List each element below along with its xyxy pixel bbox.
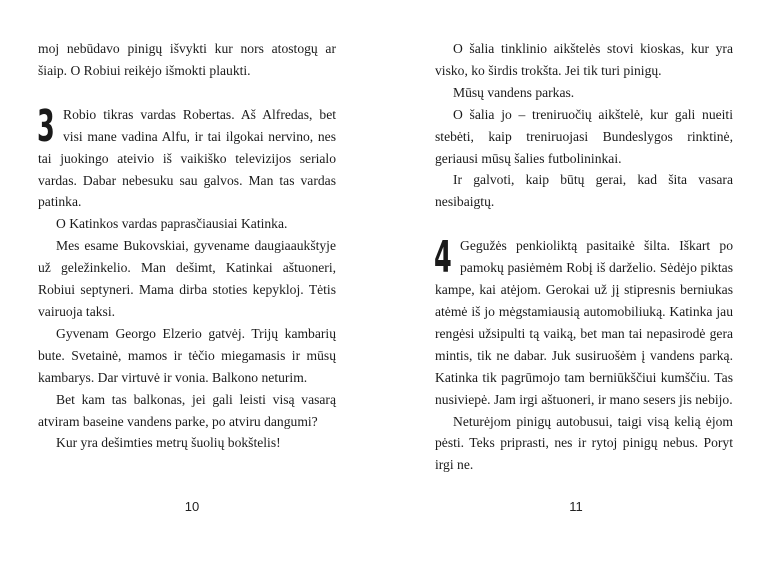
right-page <box>384 0 768 562</box>
section-number-3: 3 <box>37 100 55 152</box>
section-4 <box>434 232 733 476</box>
page-number: 11 <box>569 499 583 514</box>
paragraph: Bet kam tas balkonas, jei gali leisti visą vasarą atviram baseine vandens parke, po atviru dangumi? <box>38 391 336 429</box>
paragraph: Mūsų vandens parkas. <box>453 84 575 100</box>
section-opening-paragraph: Gegužės penkioliktą pasitaikė šilta. Iškart po pamokų pasiėmėm Robį iš darželio. Sėdėjo piktas kampe, kai atėjom. Gerokai už jį stipresnis berniukas atėmė iš jo mėgstamiausią automobiliuką. Katinka jau rengėsi užsipulti tą vaiką, bet man tai nepasirodė gera mintis, tik ne dabar. Juk susiruošėm į vandens parką. Katinka tik pagrūmojo tam berniūkščiui kumščiu. Tas nusiviepė. Jam irgi aštuoneri, ir mano sesers jis nebijo. <box>435 238 733 407</box>
right-page-text <box>435 38 733 476</box>
paragraph: O Katinkos vardas paprasčiausiai Katinka. <box>56 216 288 232</box>
paragraph: Gyvenam Georgo Elzerio gatvėj. Trijų kambarių bute. Svetainė, mamos ir tėčio miegamasis ir mūsų kambarys. Dar virtuvė ir vonia. Balkono neturim. <box>38 325 336 385</box>
paragraph: Ir galvoti, kaip būtų gerai, kad šita vasara nesibaigtų. <box>435 172 733 210</box>
page-number: 10 <box>184 499 200 514</box>
paragraph: O šalia jo – treniruočių aikštelė, kur gali nueiti stebėti, kaip treniruojasi Bundeslygos rinktinė, geriausi mūsų šalies futbolininkai. <box>435 106 733 166</box>
paragraph: O šalia tinklinio aikštelės stovi kioskas, kur yra visko, ko širdis trokšta. Jei tik turi pinigų. <box>435 41 733 78</box>
section-3 <box>37 100 336 455</box>
continued-paragraph: moj nebūdavo pinigų išvykti kur nors atostogų ar šiaip. O Robiui reikėjo išmokti plaukti. <box>38 41 336 78</box>
paragraph: Kur yra dešimties metrų šuolių bokštelis! <box>56 435 281 451</box>
section-opening-paragraph: Robio tikras vardas Robertas. Aš Alfredas, bet visi mane vadina Alfu, ir tai ilgokai nervino, nes tai juokingo ateivio iš vaikiško televizijos serialo vardas. Dabar nebesuku sau galvos. Man tas vardas patinka. <box>38 106 336 210</box>
section-number-4: 4 <box>434 232 452 284</box>
left-page-text <box>38 38 336 454</box>
paragraph: Neturėjom pinigų autobusui, taigi visą kelią ėjom pėsti. Teks priprasti, nes ir rytoj pinigų nebus. Poryt irgi ne. <box>435 413 733 473</box>
paragraph: Mes esame Bukovskiai, gyvename daugiaaukštyje už geležinkelio. Man dešimt, Katinkai aštuoneri, Robiui septyneri. Mama dirba stoties kepykloj. Tėtis vairuoja taksi. <box>38 238 336 319</box>
